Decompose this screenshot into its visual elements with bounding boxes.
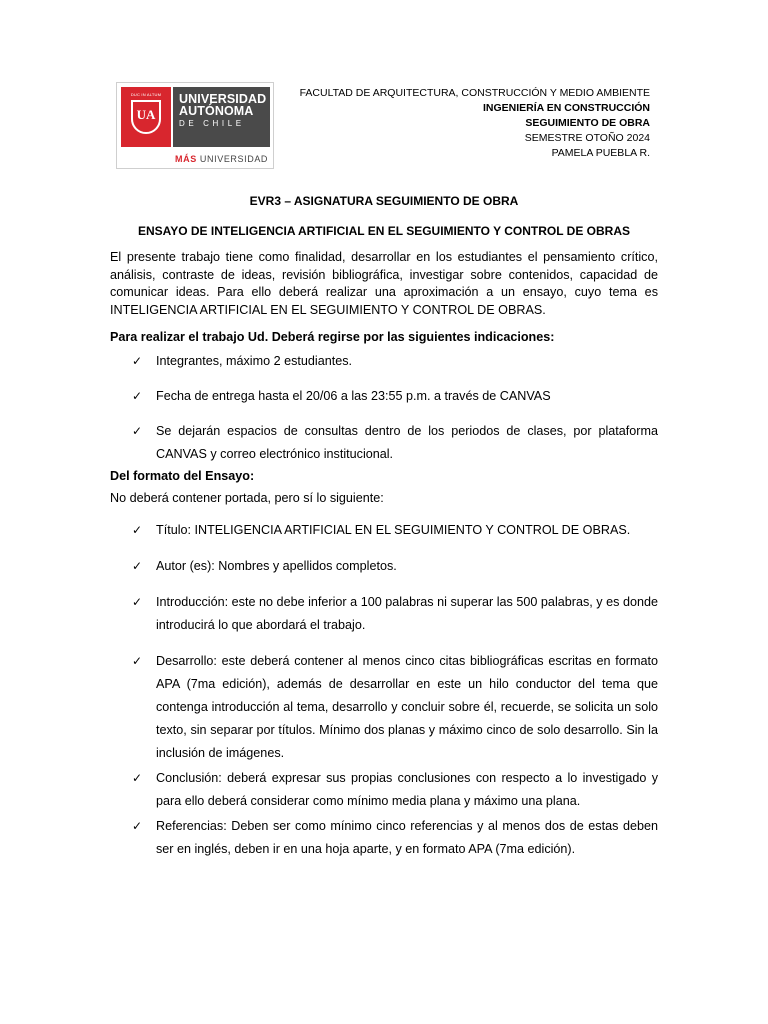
check-icon: ✓	[132, 771, 143, 785]
teacher-line: PAMELA PUEBLA R.	[551, 147, 650, 159]
list-item-text: Fecha de entrega hasta el 20/06 a las 23:55 p.m. a través de CANVAS	[156, 389, 551, 403]
list-item	[110, 650, 658, 765]
list-item	[110, 591, 658, 637]
university-logo	[116, 82, 274, 169]
document-subtitle: ENSAYO DE INTELIGENCIA ARTIFICIAL EN EL SEGUIMIENTO Y CONTROL DE OBRAS	[137, 224, 631, 238]
list-item-text: Referencias: Deben ser como mínimo cinco referencias y al menos dos de estas deben ser en inglés, deben ir en una hoja aparte, y en formato APA (7ma edición).	[156, 819, 658, 856]
check-icon: ✓	[132, 354, 143, 368]
instructions-heading: Para realizar el trabajo Ud. Deberá regirse por las siguientes indicaciones:	[110, 330, 555, 344]
check-icon: ✓	[132, 654, 143, 668]
list-item	[110, 350, 658, 373]
check-icon: ✓	[132, 389, 143, 403]
logo-tagline-bold: MÁS	[175, 154, 197, 164]
list-item-text: Conclusión: deberá expresar sus propias conclusiones con respecto a lo investigado y para ello deberá considerar como mínimo media plana y máximo una plana.	[156, 771, 658, 808]
check-icon: ✓	[132, 559, 143, 573]
format-subheading: No deberá contener portada, pero sí lo siguiente:	[110, 491, 384, 505]
check-icon: ✓	[132, 819, 143, 833]
intro-paragraph: El presente trabajo tiene como finalidad, desarrollar en los estudiantes el pensamiento crítico, análisis, contraste de ideas, revisión bibliográfica, investigar sobre contenidos, capacidad de comunicar ideas. Para ello deberá realizar una aproximación a un ensayo, cuyo tema es INTELIGENCIA ARTIFICIAL EN EL SEGUIMIENTO Y CONTROL DE OBRAS.	[110, 250, 658, 317]
logo-emblem	[121, 87, 171, 147]
logo-name-line1: UNIVERSIDAD	[179, 92, 267, 106]
program-line: INGENIERÍA EN CONSTRUCCIÓN	[482, 102, 650, 114]
list-item	[110, 555, 658, 578]
list-item-text: Autor (es): Nombres y apellidos completos.	[156, 559, 397, 573]
document-body	[110, 192, 658, 861]
instructions-list	[110, 350, 658, 466]
check-icon: ✓	[132, 523, 143, 537]
document-header	[300, 86, 650, 161]
list-item	[110, 519, 658, 542]
logo-wordmark	[173, 87, 270, 147]
logo-name-line3: DE CHILE	[179, 119, 245, 128]
list-item	[110, 420, 658, 466]
list-item-text: Se dejarán espacios de consultas dentro de los periodos de clases, por plataforma CANVAS y correo electrónico institucional.	[156, 424, 658, 461]
check-icon: ✓	[132, 595, 143, 609]
logo-tagline-rest: UNIVERSIDAD	[196, 154, 269, 164]
logo-motto: DUC IN ALTUM	[130, 92, 162, 97]
list-item-text: Desarrollo: este deberá contener al menos cinco citas bibliográficas escritas en formato APA (7ma edición), además de desarrollar en este un hilo conductor del tema que contenga introducción al tema, desarrollo y concluir sobre él, recuerde, se solicita un solo texto, sin separar por títulos. Mínimo dos planas y máximo cinco de solo desarrollo. Sin la inclusión de imágenes.	[156, 654, 658, 760]
list-item-text: Título: INTELIGENCIA ARTIFICIAL EN EL SEGUIMIENTO Y CONTROL DE OBRAS.	[156, 523, 631, 537]
list-item	[110, 385, 658, 408]
list-item-text: Introducción: este no debe inferior a 100 palabras ni superar las 500 palabras, y es donde introducirá lo que abordará el trabajo.	[156, 595, 658, 632]
semester-line: SEMESTRE OTOÑO 2024	[524, 132, 650, 144]
logo-tagline	[175, 154, 268, 164]
check-icon: ✓	[132, 424, 143, 438]
list-item-text: Integrantes, máximo 2 estudiantes.	[156, 354, 353, 368]
course-line: SEGUIMIENTO DE OBRA	[525, 117, 650, 129]
document-title: EVR3 – ASIGNATURA SEGUIMIENTO DE OBRA	[249, 194, 519, 208]
logo-monogram: UA	[136, 107, 156, 122]
list-item	[110, 815, 658, 861]
faculty-line: FACULTAD DE ARQUITECTURA, CONSTRUCCIÓN Y MEDIO AMBIENTE	[299, 87, 650, 99]
format-list	[110, 519, 658, 861]
list-item	[110, 767, 658, 813]
format-heading: Del formato del Ensayo:	[110, 469, 255, 483]
logo-name-line2: AUTÓNOMA	[179, 104, 254, 118]
